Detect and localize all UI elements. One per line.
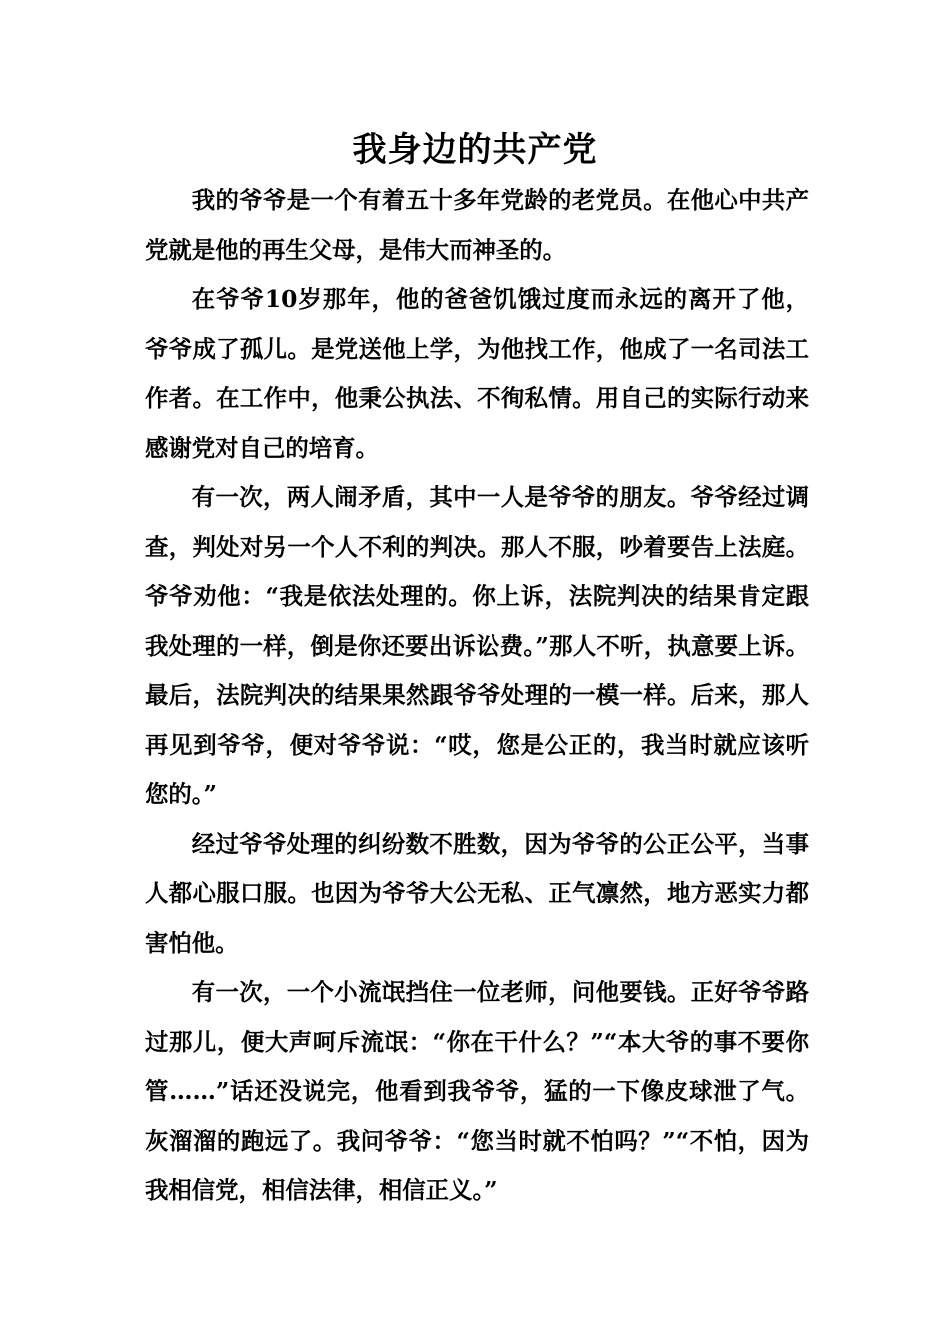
paragraph-4: 经过爷爷处理的纠纷数不胜数，因为爷爷的公正公平，当事人都心服口服。也因为爷爷大公无私、正气凛然，地方恶实力都害怕他。: [145, 829, 809, 957]
paragraph-5: 有一次，一个小流氓挡住一位老师，问他要钱。正好爷爷路过那儿，便大声呵斥流氓：“你在干什么？”“本大爷的事不要你管……”话还没说完，他看到我爷爷，猛的一下像皮球泄了气。灰溜溜的跑远了。我问爷爷：“您当时就不怕吗？”“不怕，因为我相信党，相信法律，相信正义。”: [145, 978, 809, 1204]
document-body: [145, 176, 809, 1216]
paragraph-2: 在爷爷10岁那年，他的爸爸饥饿过度而永远的离开了他，爷爷成了孤儿。是党送他上学，为他找工作，他成了一名司法工作者。在工作中，他秉公执法、不徇私情。用自己的实际行动来感谢党对自己的培育。: [145, 285, 809, 462]
paragraph-1: 我的爷爷是一个有着五十多年党龄的老党员。在他心中共产党就是他的再生父母，是伟大而神圣的。: [145, 186, 809, 264]
paragraph-3: 有一次，两人闹矛盾，其中一人是爷爷的朋友。爷爷经过调查，判处对另一个人不利的判决。那人不服，吵着要告上法庭。爷爷劝他：“我是依法处理的。你上诉，法院判决的结果肯定跟我处理的一样，倒是你还要出诉讼费。”那人不听，执意要上诉。最后，法院判决的结果果然跟爷爷处理的一模一样。后来，那人再见到爷爷，便对爷爷说：“哎，您是公正的，我当时就应该听您的。”: [145, 483, 809, 808]
document-title: 我身边的共产党: [352, 130, 598, 170]
